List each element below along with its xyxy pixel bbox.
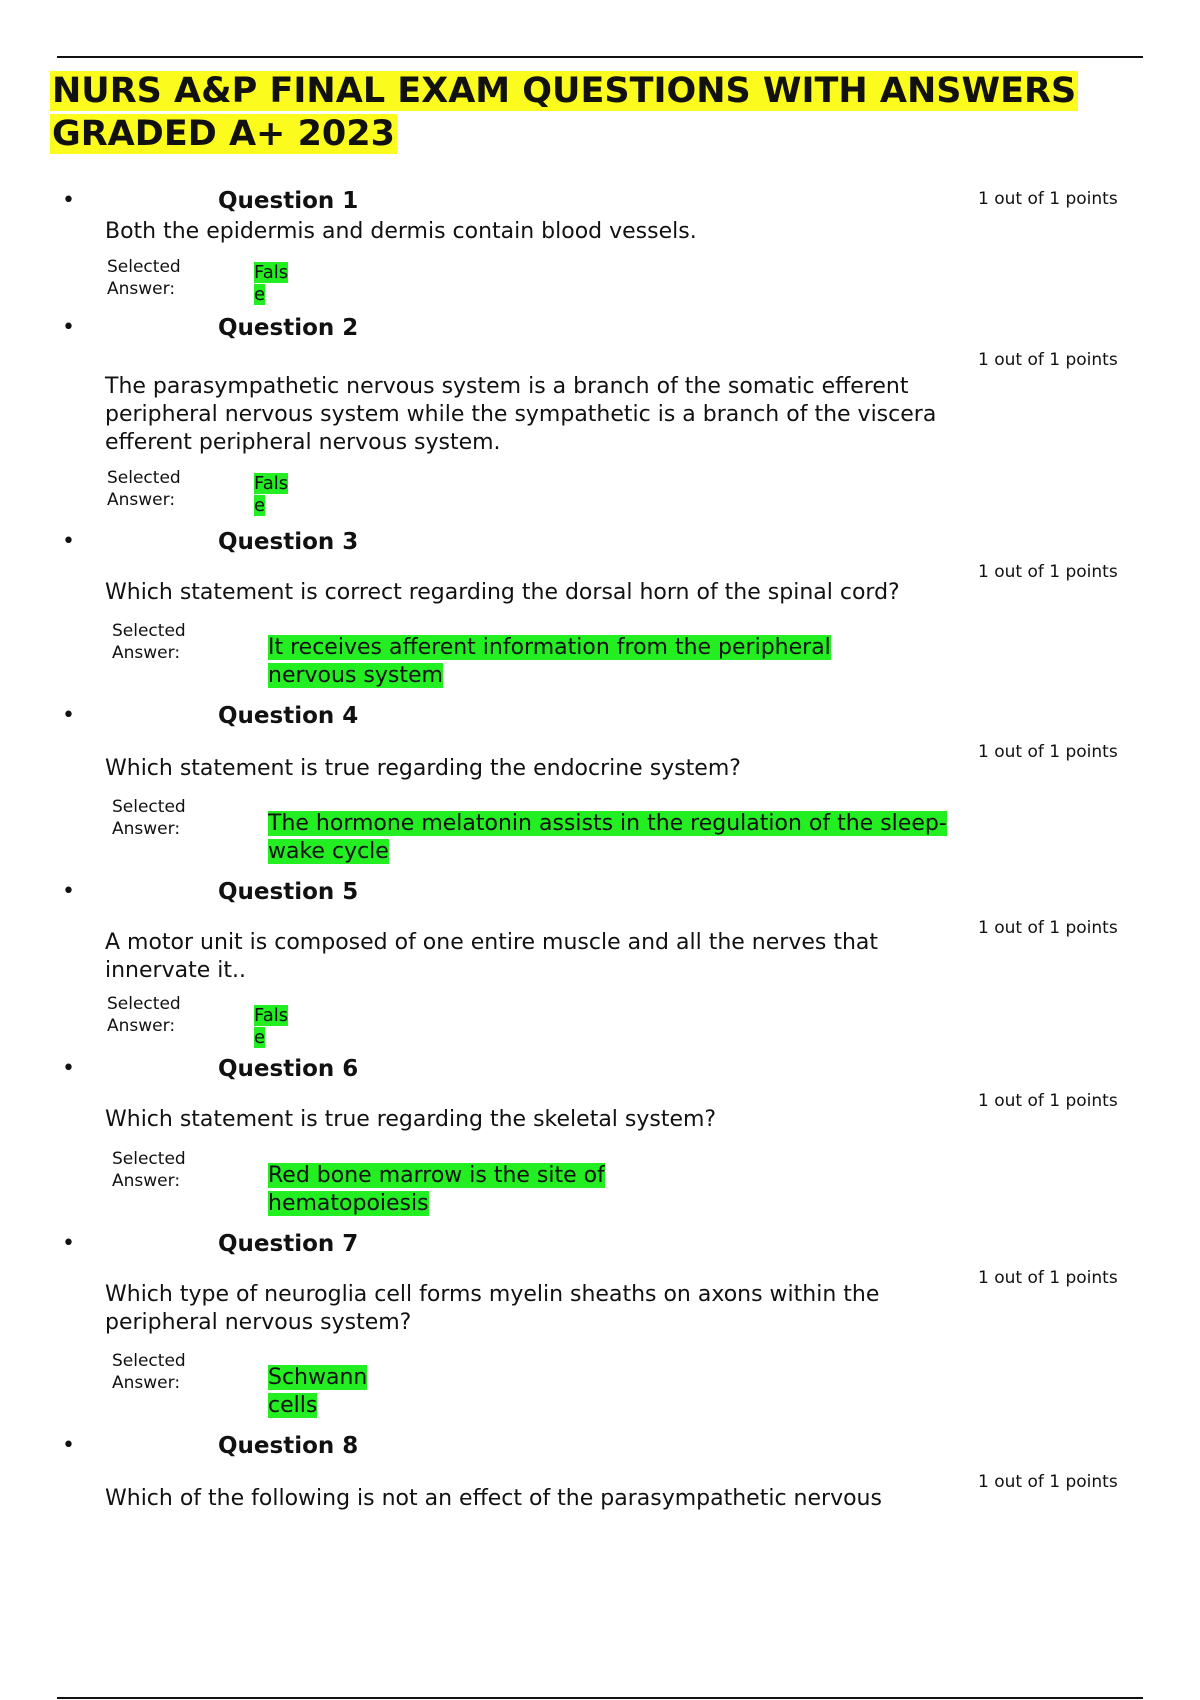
bullet: • (62, 703, 75, 728)
selected-answer-label: Selected Answer: (107, 257, 181, 299)
question-text: Both the epidermis and dermis contain blood vessels. (105, 219, 697, 244)
question-heading: Question 2 (218, 315, 359, 341)
points-label: 1 out of 1 points (978, 918, 1118, 938)
selected-answer (268, 810, 958, 866)
selected-answer-label: Selected Answer: (107, 994, 181, 1036)
question-heading: Question 6 (218, 1056, 359, 1082)
question-text: Which statement is true regarding the endocrine system? (105, 756, 741, 781)
selected-answer-label: Selected Answer: (112, 1351, 186, 1393)
selected-answer-text: False (254, 1005, 289, 1048)
selected-answer-text: Schwann cells (268, 1365, 368, 1418)
selected-answer-label: Selected Answer: (107, 468, 181, 510)
question-heading: Question 8 (218, 1433, 359, 1459)
selected-answer-text: False (254, 262, 289, 305)
points-label: 1 out of 1 points (978, 1091, 1118, 1111)
points-label: 1 out of 1 points (978, 350, 1118, 370)
question-text: Which type of neuroglia cell forms myelin sheaths on axons within the peripheral nervous system? (105, 1282, 880, 1335)
selected-answer-label: Selected Answer: (112, 621, 186, 663)
question-text: The parasympathetic nervous system is a branch of the somatic efferent peripheral nervous system while the sympathetic is a branch of the viscera efferent peripheral nervous system. (105, 374, 937, 455)
bullet: • (62, 1056, 75, 1081)
selected-answer (268, 1364, 408, 1420)
selected-answer-text: Red bone marrow is the site of hematopoiesis (268, 1163, 605, 1216)
document-title-text: NURS A&P FINAL EXAM QUESTIONS WITH ANSWERS GRADED A+ 2023 (52, 71, 1077, 154)
selected-answer (254, 262, 294, 306)
selected-answer-text: The hormone melatonin assists in the regulation of the sleep-wake cycle (268, 811, 947, 864)
document-title (50, 70, 1150, 156)
bullet: • (62, 1231, 75, 1256)
selected-answer (268, 1162, 668, 1218)
selected-answer (268, 634, 918, 690)
bullet: • (62, 1433, 75, 1458)
question-text: A motor unit is composed of one entire muscle and all the nerves that innervate it.. (105, 930, 879, 983)
points-label: 1 out of 1 points (978, 1472, 1118, 1492)
points-label: 1 out of 1 points (978, 742, 1118, 762)
question-heading: Question 7 (218, 1231, 359, 1257)
question-text: Which of the following is not an effect of the parasympathetic nervous (105, 1486, 882, 1511)
bullet: • (62, 188, 75, 213)
bullet: • (62, 879, 75, 904)
bullet: • (62, 529, 75, 554)
selected-answer (254, 1005, 294, 1049)
bullet: • (62, 315, 75, 340)
points-label: 1 out of 1 points (978, 562, 1118, 582)
selected-answer-label: Selected Answer: (112, 797, 186, 839)
top-rule (57, 56, 1143, 58)
question-heading: Question 5 (218, 879, 359, 905)
bottom-rule (57, 1697, 1143, 1699)
question-text: Which statement is correct regarding the dorsal horn of the spinal cord? (105, 580, 900, 605)
selected-answer-text: False (254, 473, 289, 516)
question-text: Which statement is true regarding the skeletal system? (105, 1107, 717, 1132)
selected-answer (254, 473, 294, 517)
points-label: 1 out of 1 points (978, 1268, 1118, 1288)
selected-answer-label: Selected Answer: (112, 1149, 186, 1191)
question-heading: Question 3 (218, 529, 359, 555)
question-heading: Question 1 (218, 188, 359, 214)
selected-answer-text: It receives afferent information from the peripheral nervous system (268, 635, 831, 688)
points-label: 1 out of 1 points (978, 189, 1118, 209)
question-heading: Question 4 (218, 703, 359, 729)
